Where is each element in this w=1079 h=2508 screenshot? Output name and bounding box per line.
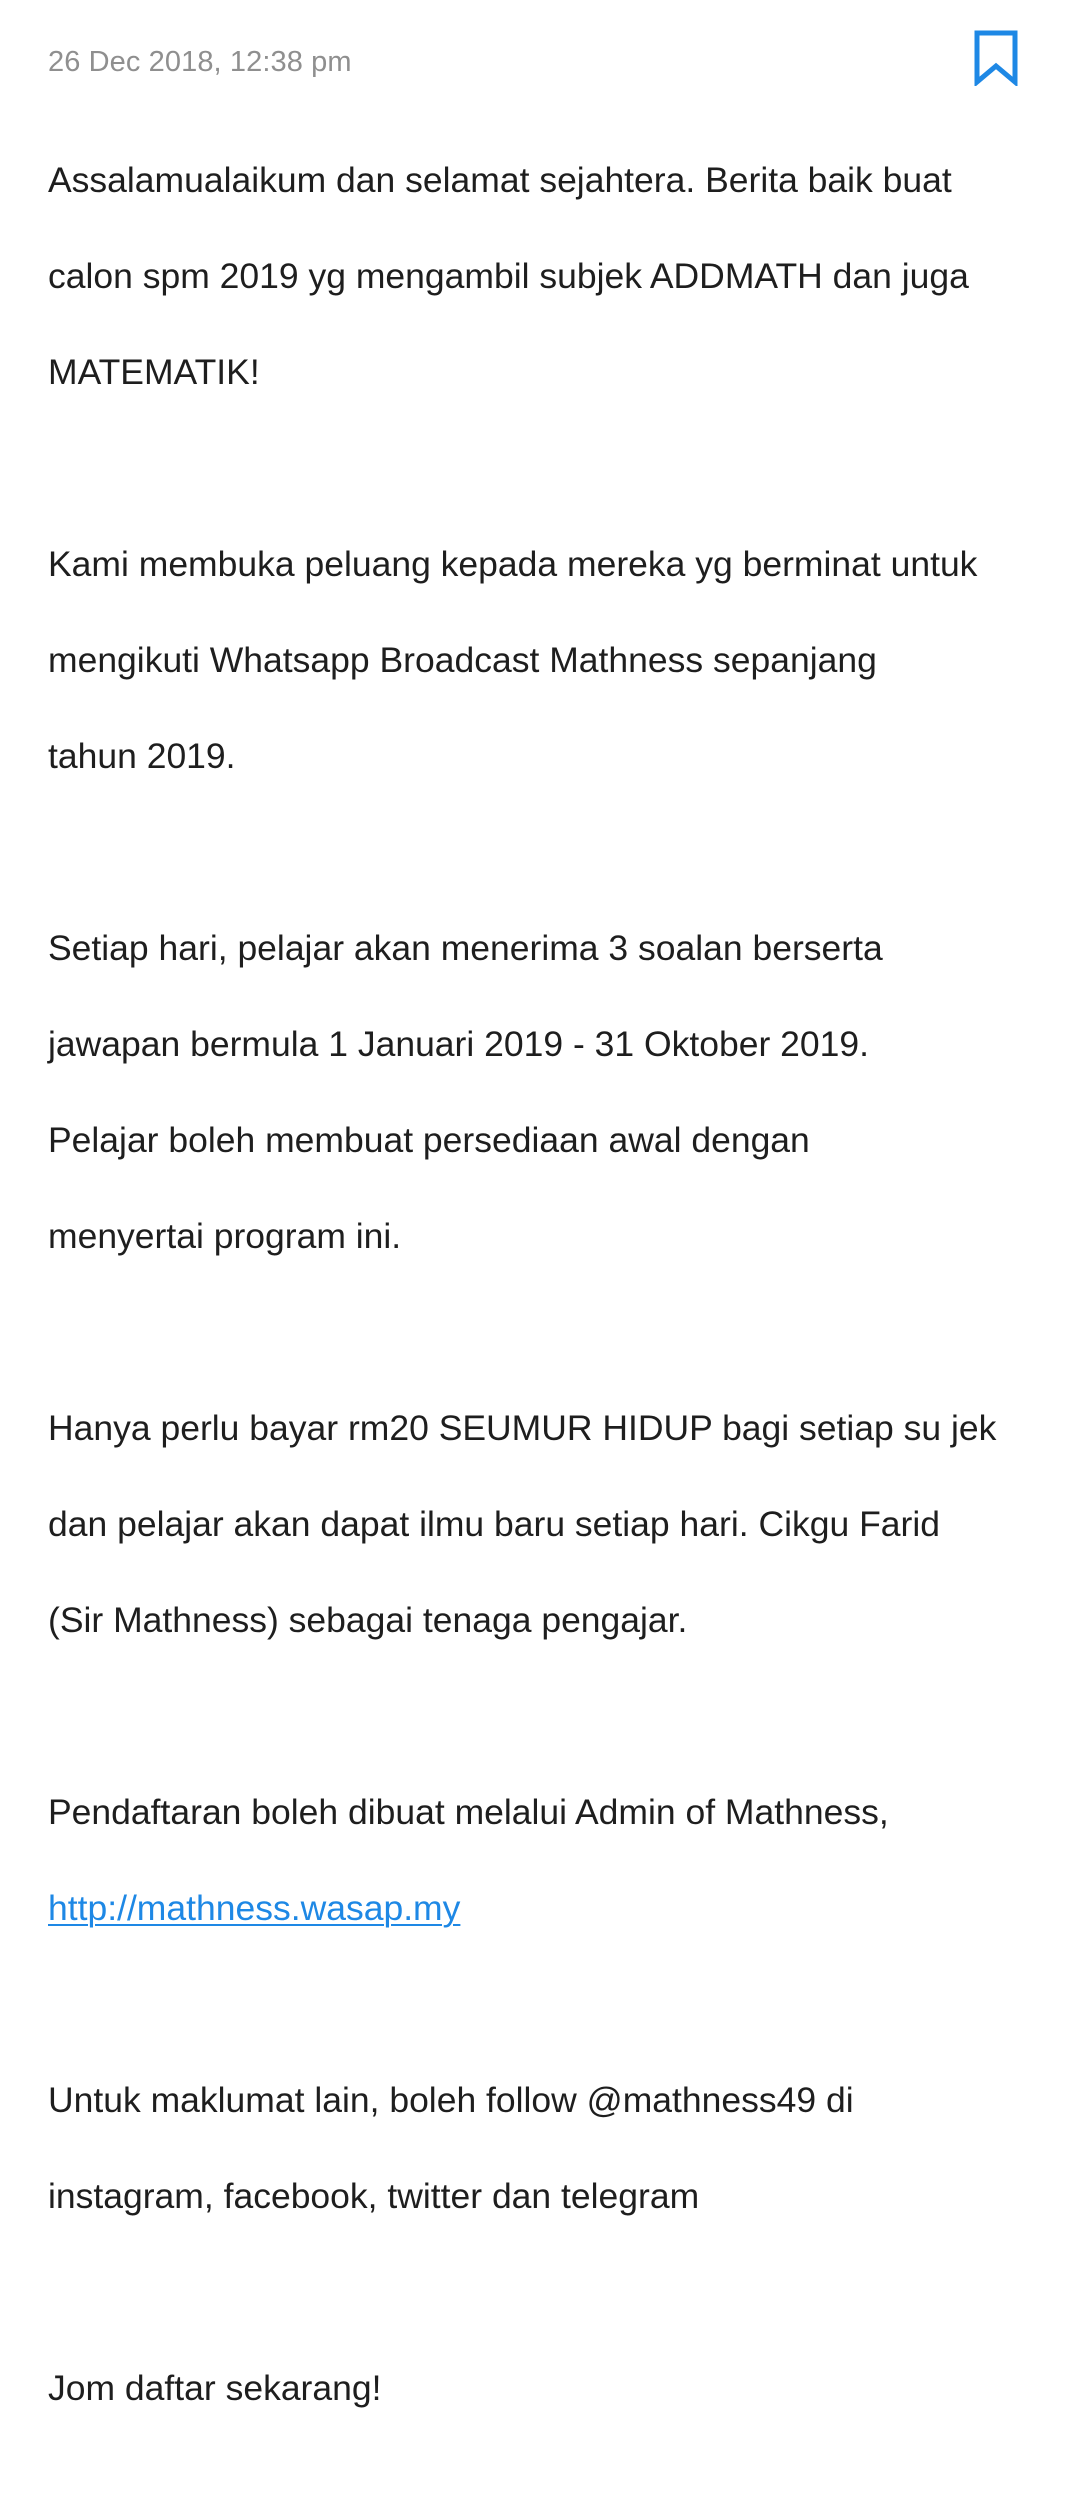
paragraph-registration <box>48 1740 1048 1980</box>
paragraph-offer <box>48 492 1048 828</box>
text-line: Assalamualaikum dan selamat sejahtera. Berita baik buat <box>48 160 952 200</box>
paragraph-greeting <box>48 108 1048 444</box>
note-timestamp: 26 Dec 2018, 12:38 pm <box>48 46 352 78</box>
text-line: dan pelajar akan dapat ilmu baru setiap hari. Cikgu Farid <box>48 1504 940 1544</box>
text-line: menyertai program ini. <box>48 1216 402 1256</box>
text-line: Hanya perlu bayar rm20 SEUMUR HIDUP bagi setiap su jek <box>48 1408 997 1448</box>
text-line: calon spm 2019 yg mengambil subjek ADDMATH dan juga <box>48 256 969 296</box>
text-line: Pendaftaran boleh dibuat melalui Admin of Mathness, <box>48 1792 889 1832</box>
text-line: MATEMATIK! <box>48 352 260 392</box>
text-line: mengikuti Whatsapp Broadcast Mathness sepanjang <box>48 640 877 680</box>
text-line: instagram, facebook, twitter dan telegram <box>48 2176 700 2216</box>
note-header <box>48 40 1038 100</box>
text-line: Kami membuka peluang kepada mereka yg berminat untuk <box>48 544 978 584</box>
paragraph-schedule <box>48 876 1048 1308</box>
text-line: Jom daftar sekarang! <box>48 2368 382 2408</box>
paragraph-price <box>48 1356 1048 1692</box>
bookmark-icon[interactable] <box>973 30 1019 86</box>
text-line: (Sir Mathness) sebagai tenaga pengajar. <box>48 1600 688 1640</box>
paragraph-cta <box>48 2316 1048 2460</box>
note-body <box>48 108 1048 2508</box>
text-line: tahun 2019. <box>48 736 236 776</box>
link-line <box>48 1884 1048 1932</box>
text-line: Pelajar boleh membuat persediaan awal dengan <box>48 1120 810 1160</box>
registration-link[interactable]: http://mathness.wasap.my <box>48 1888 461 1928</box>
paragraph-social <box>48 2028 1048 2268</box>
text-line: Setiap hari, pelajar akan menerima 3 soalan berserta <box>48 928 883 968</box>
text-line: Untuk maklumat lain, boleh follow @mathness49 di <box>48 2080 854 2120</box>
text-line: jawapan bermula 1 Januari 2019 - 31 Oktober 2019. <box>48 1024 869 1064</box>
